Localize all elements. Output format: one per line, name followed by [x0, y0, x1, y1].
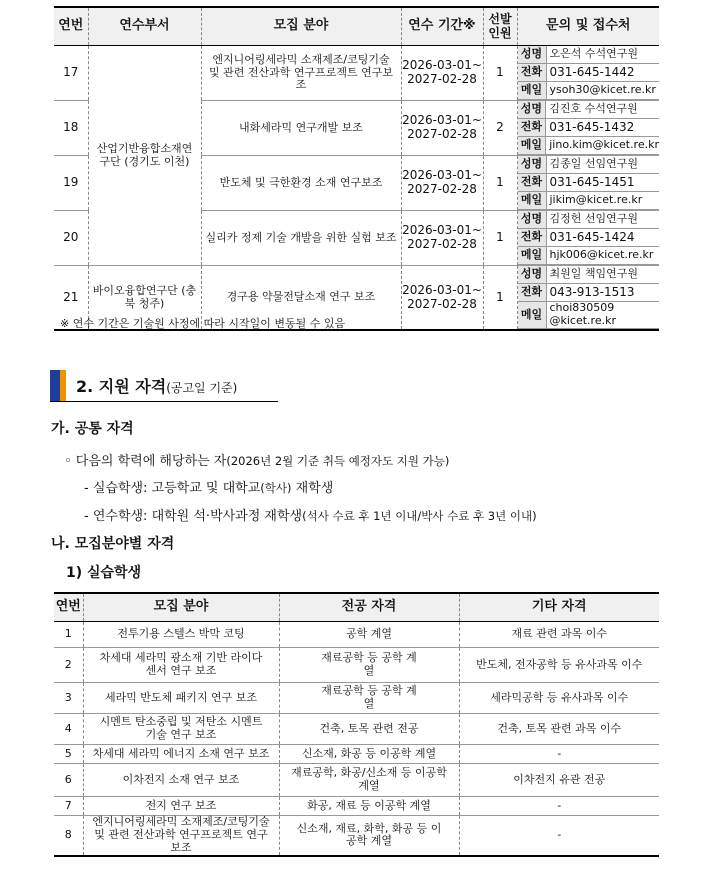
row-no: 5 — [54, 745, 83, 764]
section-title-main: 2. 지원 자격 — [76, 377, 167, 396]
contact-cell — [517, 101, 659, 156]
row-no: 20 — [54, 211, 88, 266]
contact-name: 오은석 수석연구원 — [546, 46, 659, 64]
contact-name: 김종일 선임연구원 — [546, 156, 659, 174]
contact-name: 김진호 수석연구원 — [546, 101, 659, 119]
row-no: 21 — [54, 266, 88, 331]
row-no: 18 — [54, 101, 88, 156]
header-major: 전공 자격 — [279, 593, 459, 622]
intern-qualification-table — [54, 592, 659, 857]
phone-key: 전화 — [518, 64, 547, 82]
section-underline — [50, 401, 278, 402]
table-row — [54, 683, 659, 714]
other-cell: 반도체, 전자공학 등 유사과목 이수 — [459, 648, 659, 683]
row-no: 2 — [54, 648, 83, 683]
contact-cell — [517, 156, 659, 211]
count-cell: 2 — [483, 101, 517, 156]
other-cell: 건축, 토목 관련 과목 이수 — [459, 714, 659, 745]
name-key: 성명 — [518, 101, 546, 119]
mail-key: 메일 — [518, 82, 547, 100]
name-key: 성명 — [518, 266, 547, 284]
period-note: ※ 연수 기간은 기술원 사정에 따라 시작일이 변동될 수 있음 — [60, 317, 346, 330]
field-cell: 시멘트 탄소중립 및 저탄소 시멘트 기술 연구 보조 — [83, 714, 279, 745]
intern-line-note: (학사) — [260, 481, 292, 495]
table-header-row — [54, 7, 659, 46]
major-cell: 신소재, 재료, 화학, 화공 등 이공학 계열 — [279, 816, 459, 856]
contact-cell — [517, 211, 659, 266]
phone-key: 전화 — [518, 119, 546, 137]
field-cell: 전지 연구 보조 — [83, 797, 279, 816]
contact-phone: 031-645-1442 — [546, 64, 659, 82]
section-title-note: (공고일 기준) — [166, 381, 238, 395]
header-other: 기타 자격 — [459, 593, 659, 622]
dept-cell: 산업기반융합소재연구단 (경기도 이천) — [88, 46, 201, 266]
other-cell: 이차전지 유관 전공 — [459, 764, 659, 797]
table-row — [54, 745, 659, 764]
mail-key: 메일 — [518, 137, 546, 155]
contact-mail[interactable]: choi830509 @kicet.re.kr — [546, 302, 659, 329]
phone-key: 전화 — [518, 284, 547, 302]
contact-phone: 031-645-1451 — [546, 174, 659, 192]
other-cell: - — [459, 816, 659, 856]
row-no: 7 — [54, 797, 83, 816]
field-cell: 실리카 정제 기술 개발을 위한 실험 보조 — [201, 211, 401, 266]
header-no: 연번 — [54, 593, 83, 622]
field-cell: 전투기용 스텔스 박막 코팅 — [83, 622, 279, 648]
field-cell: 엔지니어링세라믹 소재제조/코팅기술 및 관련 전산과학 연구프로젝트 연구보조 — [83, 816, 279, 856]
section-marker-orange — [60, 370, 66, 401]
table-row — [54, 648, 659, 683]
recruitment-table-continued — [54, 6, 659, 331]
header-contact: 문의 및 접수처 — [517, 7, 659, 46]
table-row — [54, 797, 659, 816]
row-no: 8 — [54, 816, 83, 856]
other-cell: - — [459, 797, 659, 816]
contact-cell — [517, 266, 659, 331]
trainee-line-note: (석사 수료 후 1년 이내/박사 수료 후 3년 이내) — [302, 509, 537, 523]
field-cell: 이차전지 소재 연구 보조 — [83, 764, 279, 797]
contact-mail[interactable]: jikim@kicet.re.kr — [546, 192, 659, 210]
name-key: 성명 — [518, 211, 547, 229]
period-cell: 2026-03-01~ 2027-02-28 — [401, 101, 483, 156]
count-cell: 1 — [483, 266, 517, 331]
table-row — [54, 46, 659, 101]
major-cell: 재료공학 등 공학 계열 — [279, 683, 459, 714]
header-field: 모집 분야 — [201, 7, 401, 46]
period-cell: 2026-03-01~ 2027-02-28 — [401, 266, 483, 331]
intern-line-main: - 실습학생: 고등학교 및 대학교 — [84, 481, 261, 496]
section-title — [76, 374, 237, 397]
contact-name: 김정헌 선임연구원 — [546, 211, 659, 229]
contact-phone: 031-645-1432 — [546, 119, 659, 137]
row-no: 6 — [54, 764, 83, 797]
header-dept: 연수부서 — [88, 7, 201, 46]
major-cell: 화공, 재료 등 이공학 계열 — [279, 797, 459, 816]
education-line-note: (2026년 2월 기준 취득 예정자도 지원 가능) — [226, 454, 450, 468]
other-cell: 재료 관련 과목 이수 — [459, 622, 659, 648]
field-qualification-heading: 나. 모집분야별 자격 — [51, 536, 175, 552]
major-cell: 건축, 토목 관련 전공 — [279, 714, 459, 745]
row-no: 17 — [54, 46, 88, 101]
major-cell: 공학 계열 — [279, 622, 459, 648]
field-cell: 반도체 및 극한환경 소재 연구보조 — [201, 156, 401, 211]
name-key: 성명 — [518, 46, 547, 64]
intern-line-end: 재학생 — [291, 481, 334, 496]
name-key: 성명 — [518, 156, 547, 174]
count-cell: 1 — [483, 46, 517, 101]
header-no: 연번 — [54, 7, 88, 46]
education-line-main: ◦ 다음의 학력에 해당하는 자 — [64, 454, 227, 469]
count-cell: 1 — [483, 156, 517, 211]
header-count: 선발 인원 — [483, 7, 517, 46]
intern-student-line — [84, 477, 333, 496]
phone-key: 전화 — [518, 174, 547, 192]
contact-mail[interactable]: ysoh30@kicet.re.kr — [546, 82, 659, 100]
table-row — [54, 816, 659, 856]
contact-mail[interactable]: hjk006@kicet.re.kr — [546, 247, 659, 265]
contact-phone: 031-645-1424 — [546, 229, 659, 247]
contact-mail[interactable]: jino.kim@kicet.re.kr — [546, 137, 659, 155]
row-no: 3 — [54, 683, 83, 714]
major-cell: 재료공학, 화공/신소재 등 이공학 계열 — [279, 764, 459, 797]
row-no: 19 — [54, 156, 88, 211]
trainee-line-main: - 연수학생: 대학원 석·박사과정 재학생 — [84, 509, 303, 524]
table-row — [54, 764, 659, 797]
major-cell: 신소재, 화공 등 이공학 계열 — [279, 745, 459, 764]
row-no: 4 — [54, 714, 83, 745]
field-cell: 엔지니어링세라믹 소재제조/코팅기술 및 관련 전산과학 연구프로젝트 연구보조 — [201, 46, 401, 101]
field-cell: 차세대 세라믹 광소재 기반 라이다 센서 연구 보조 — [83, 648, 279, 683]
phone-key: 전화 — [518, 229, 547, 247]
period-cell: 2026-03-01~ 2027-02-28 — [401, 156, 483, 211]
major-cell: 재료공학 등 공학 계열 — [279, 648, 459, 683]
table-row — [54, 714, 659, 745]
field-cell: 내화세라믹 연구개발 보조 — [201, 101, 401, 156]
intern-subheading: 1) 실습학생 — [66, 565, 142, 581]
count-cell: 1 — [483, 211, 517, 266]
mail-key: 메일 — [518, 247, 547, 265]
header-field: 모집 분야 — [83, 593, 279, 622]
field-cell: 경구용 약물전달소재 연구 보조 — [201, 266, 401, 331]
field-cell: 차세대 세라믹 에너지 소재 연구 보조 — [83, 745, 279, 764]
other-cell: 세라믹공학 등 유사과목 이수 — [459, 683, 659, 714]
mail-key: 메일 — [518, 192, 547, 210]
field-cell: 세라믹 반도체 패키지 연구 보조 — [83, 683, 279, 714]
mail-key: 메일 — [518, 302, 547, 329]
contact-cell — [517, 46, 659, 101]
dept-cell: 바이오융합연구단 (충북 청주) — [88, 266, 201, 331]
table-row — [54, 622, 659, 648]
contact-phone: 043-913-1513 — [546, 284, 659, 302]
row-no: 1 — [54, 622, 83, 648]
trainee-student-line — [84, 505, 537, 524]
contact-name: 최원일 책임연구원 — [546, 266, 659, 284]
period-cell: 2026-03-01~ 2027-02-28 — [401, 46, 483, 101]
period-cell: 2026-03-01~ 2027-02-28 — [401, 211, 483, 266]
section-marker-blue — [50, 370, 60, 401]
education-line — [64, 450, 449, 469]
other-cell: - — [459, 745, 659, 764]
common-qualification-heading: 가. 공통 자격 — [51, 421, 134, 437]
header-period: 연수 기간※ — [401, 7, 483, 46]
table-header-row — [54, 593, 659, 622]
